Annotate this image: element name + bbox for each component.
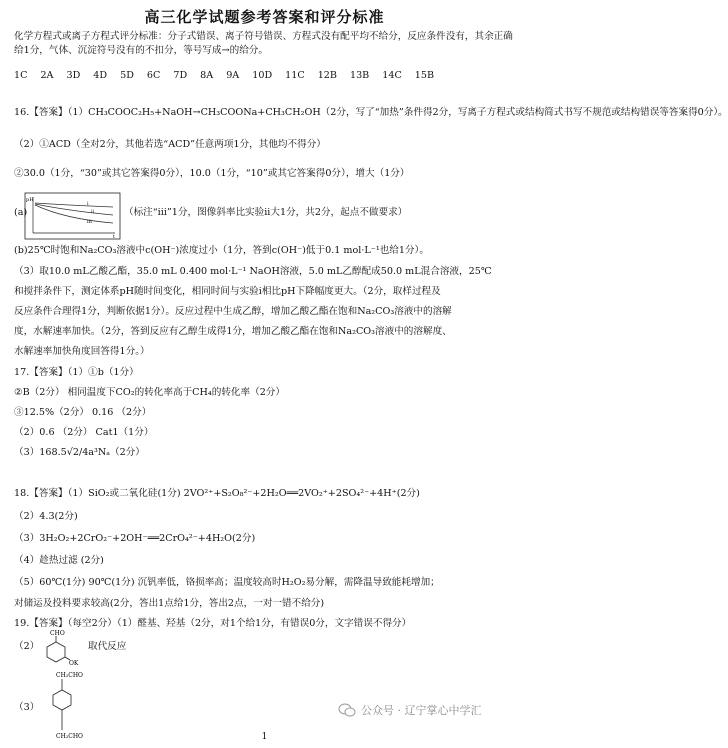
q17-line-4: （2）0.6 （2分） Cat1（1分） xyxy=(14,427,154,438)
curve-i-label: i xyxy=(87,201,89,207)
q16-a-label: (a) xyxy=(14,207,28,218)
q19-2-answer: 取代反应 xyxy=(88,641,127,652)
q16-3-line-4: 度，水解速率加快。（2分，答到反应有乙醇生成得1分，增加乙酸乙酯在饱和Na₂CO₃溶液中的溶解度、 xyxy=(14,326,452,337)
scoring-intro: 化学方程式或离子方程式评分标准：分子式错误、离子符号错误、方程式没有配平均不给分，反应条件没有，其余正确给1分，气体、沉淀符号没有的不扣分，等号写成→的给分。 xyxy=(14,31,513,56)
q16-3-line-1: （3）取10.0 mL乙酸乙酯，35.0 mL 0.400 mol·L⁻¹ NaOH溶液，5.0 mL乙醇配成50.0 mL混合溶液，25℃ xyxy=(14,266,492,277)
mcq-answer: 7D xyxy=(173,70,188,81)
mcq-answer: 8A xyxy=(200,70,214,81)
page-number: 1 xyxy=(261,732,268,742)
watermark-text: 公众号 · 辽宁掌心中学汇 xyxy=(361,704,482,717)
mcq-answer: 15B xyxy=(414,70,435,81)
wechat-icon xyxy=(338,703,356,717)
mcq-answer: 4D xyxy=(93,70,108,81)
curve-iii-label: iii xyxy=(87,219,92,225)
q19-3-label: （3） xyxy=(14,702,40,713)
page-title: 高三化学试题参考答案和评分标准 xyxy=(144,8,385,26)
mcq-answer: 9A xyxy=(226,70,240,81)
mcq-answer: 13B xyxy=(349,70,370,81)
q16-line-3: ②30.0（1分，“30”或其它答案得0分），10.0（1分，“10”或其它答案得0分），增大（1分） xyxy=(14,168,410,179)
q17-line-3: ③12.5%（2分） 0.16 （2分） xyxy=(14,407,152,418)
mcq-answer: 3D xyxy=(66,70,81,81)
struct2-cho-label: CHO xyxy=(50,630,65,637)
q19-line-1: 19.【答案】（每空2分）（1）醛基、羟基（2分，对1个给1分，有错误0分，文字错误不得分） xyxy=(14,618,412,629)
mcq-answer: 2A xyxy=(40,70,54,81)
ph-time-chart xyxy=(25,193,120,239)
struct3-bottom-label: CH₂CHO xyxy=(56,733,83,740)
q16-3-line-3: 反应条件合理得1分，判断依据1分）。反应过程中生成乙醇，增加乙酸乙酯在饱和Na₂CO₃溶液中的溶解 xyxy=(14,306,452,317)
benzene-structure-2 xyxy=(40,628,80,668)
q18-line-3: （3）3H₂O₂+2CrO₂⁻+2OH⁻══2CrO₄²⁻+4H₂O(2分) xyxy=(14,533,256,544)
mcq-answer: 10D xyxy=(252,70,273,81)
q19-2-label: （2） xyxy=(14,641,40,652)
q17-line-2: ②B（2分） 相同温度下CO₂的转化率高于CH₄的转化率（2分） xyxy=(14,387,285,398)
chart-y-label: pH xyxy=(26,197,34,203)
q18-line-1: 18.【答案】（1）SiO₂或二氧化硅(1分) 2VO²⁺+S₂O₈²⁻+2H₂O══2VO₂⁺+2SO₄²⁻+4H⁺(2分) xyxy=(14,488,420,499)
curve-ii-label: ii xyxy=(91,209,95,215)
mcq-answer: 5D xyxy=(120,70,134,81)
q16-a-note: （标注“iii”1分，图像斜率比实验ii大1分，共2分，起点不做要求） xyxy=(124,207,408,218)
watermark xyxy=(338,700,523,720)
q18-line-5: （5）60℃(1分) 90℃(1分) 沉钒率低，铬损率高；温度较高时H₂O₂易分解，需降温导致能耗增加； xyxy=(14,577,440,588)
mcq-answer: 1C xyxy=(14,70,28,81)
struct2-ok-label: OK xyxy=(69,660,79,667)
q17-line-5: （3）168.5√2/4a³Nₐ（2分） xyxy=(14,447,145,458)
mcq-answer: 11C xyxy=(285,70,305,81)
q16-line-2: （2）①ACD（全对2分，其他若选“ACD”任意两项1分，其他均不得分） xyxy=(14,139,326,150)
q18-line-4: （4）趁热过滤 (2分) xyxy=(14,555,104,566)
mcq-answers xyxy=(14,69,519,83)
q16-line-1: 16.【答案】（1）CH₃COOC₂H₅+NaOH→CH₃COONa+CH₃CH₂OH（2分，写了“加热”条件得2分，写离子方程式或结构简式书写不规范或结构错误等答案得0分）。 xyxy=(14,107,728,118)
struct3-top-label: CH₂CHO xyxy=(56,672,83,679)
mcq-answer: 12B xyxy=(317,70,337,81)
q16-3-line-2: 和搅拌条件下，测定体系pH随时间变化，相同时间与实验i相比pH下降幅度更大。（2分，取样过程及 xyxy=(14,286,441,297)
mcq-answer: 6C xyxy=(146,70,161,81)
q18-line-2: （2）4.3(2分) xyxy=(14,511,78,522)
q16-b: (b)25℃时饱和Na₂CO₃溶液中c(OH⁻)浓度过小（1分，答到c(OH⁻)低于0.1 mol·L⁻¹也给1分）。 xyxy=(14,245,429,256)
mcq-answer: 14C xyxy=(382,70,402,81)
q16-3-line-5: 水解速率加快角度回答得1分。） xyxy=(14,346,150,357)
q18-line-6: 对储运及投料要求较高(2分，答出1点给1分，答出2点，一对一错不给分) xyxy=(14,598,325,609)
q17-line-1: 17.【答案】（1）①b（1分） xyxy=(14,367,139,378)
chart-x-label: t xyxy=(113,234,116,240)
